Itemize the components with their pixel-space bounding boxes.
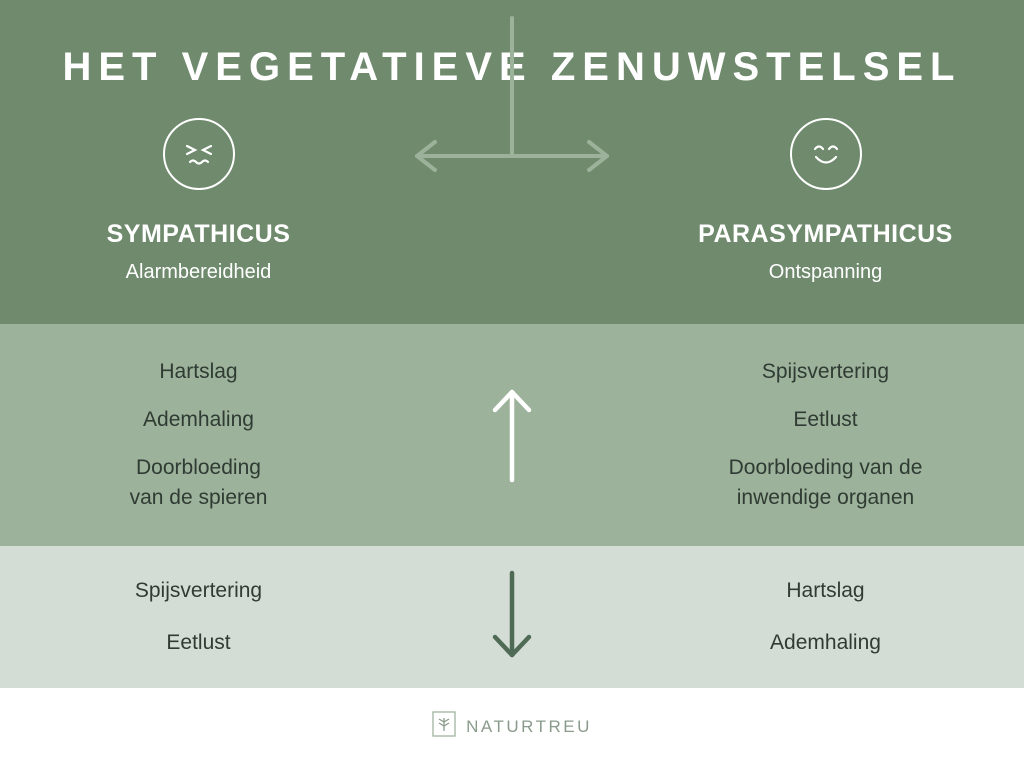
increase-band — [0, 324, 1024, 546]
list-item-line1: Eetlust — [166, 631, 231, 654]
parasympathicus-increase-list — [627, 348, 1024, 522]
list-item-line1: Hartslag — [786, 579, 865, 602]
list-item — [159, 357, 237, 387]
list-item — [135, 576, 262, 606]
list-item — [786, 576, 864, 606]
list-item-line1: Doorbloeding van de — [728, 456, 923, 479]
parasympathicus-decrease-list — [627, 565, 1024, 669]
sympathicus-decrease-list — [0, 565, 397, 669]
parasympathicus-header-column — [627, 118, 1024, 318]
list-item-line1: Eetlust — [793, 408, 858, 431]
header-columns — [0, 118, 1024, 318]
list-item-line1: Hartslag — [159, 360, 238, 383]
list-item — [762, 357, 889, 387]
parasympathicus-title: PARASYMPATHICUS — [698, 220, 953, 248]
footer-band — [0, 688, 1024, 765]
stressed-face-icon — [163, 118, 235, 190]
decrease-band — [0, 546, 1024, 688]
header-band — [0, 0, 1024, 324]
list-item — [143, 405, 254, 435]
sympathicus-header-column — [0, 118, 397, 318]
brand-label: NATURTREU — [466, 716, 592, 736]
list-item — [729, 453, 923, 513]
list-item — [793, 405, 857, 435]
split-arrows-icon — [397, 8, 627, 273]
list-item-line2: inwendige organen — [736, 486, 915, 509]
list-item — [770, 628, 881, 658]
list-item-line1: Spijsvertering — [761, 360, 890, 383]
list-item — [166, 628, 230, 658]
sympathicus-title: SYMPATHICUS — [106, 220, 291, 248]
sympathicus-increase-list — [0, 348, 397, 522]
tree-logo-icon — [432, 711, 456, 742]
center-header-column — [397, 118, 627, 318]
list-item-line1: Ademhaling — [770, 631, 881, 654]
sympathicus-subtitle: Alarmbereidheid — [125, 261, 272, 283]
list-item-line2: van de spieren — [129, 486, 268, 509]
list-item-line1: Doorbloeding — [136, 456, 261, 479]
arrow-up-icon — [397, 380, 627, 490]
list-item-line1: Spijsvertering — [134, 579, 263, 602]
parasympathicus-subtitle: Ontspanning — [768, 261, 883, 283]
happy-face-icon — [790, 118, 862, 190]
list-item — [130, 453, 268, 513]
arrow-down-icon — [397, 567, 627, 667]
list-item-line1: Ademhaling — [143, 408, 254, 431]
page-title: HET VEGETATIEVE ZENUWSTELSEL — [62, 45, 962, 89]
